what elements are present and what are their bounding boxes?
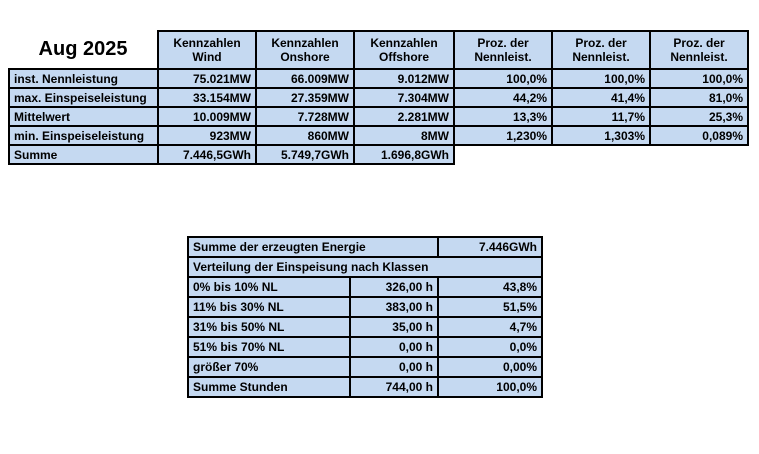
table-row-mittelwert — [9, 107, 748, 126]
cell-value: 7.728MW — [256, 107, 354, 126]
row-label: inst. Nennleistung — [9, 69, 158, 88]
cell-hours: 35,00 h — [350, 317, 438, 337]
col-header-line: Nennleist. — [572, 50, 630, 64]
cell-hours: 0,00 h — [350, 357, 438, 377]
col-header-line: Proz. der — [673, 36, 725, 50]
cell-hours: 383,00 h — [350, 297, 438, 317]
col-header-wind — [158, 31, 256, 69]
cell-value: 7.446GWh — [438, 237, 542, 257]
section-header-row — [188, 257, 542, 277]
row-label: 51% bis 70% NL — [188, 337, 350, 357]
row-label: 31% bis 50% NL — [188, 317, 350, 337]
cell-value: 100,0% — [454, 69, 552, 88]
cell-percent: 43,8% — [438, 277, 542, 297]
col-header-proz-offshore — [650, 31, 748, 69]
cell-value: 0,089% — [650, 126, 748, 145]
empty-cell — [650, 145, 748, 164]
col-header-line: Nennleist. — [474, 50, 532, 64]
cell-value: 25,3% — [650, 107, 748, 126]
month-title: Aug 2025 — [9, 31, 158, 69]
cell-value: 7.304MW — [354, 88, 454, 107]
empty-cell — [552, 145, 650, 164]
cell-hours: 0,00 h — [350, 337, 438, 357]
table-row-class-over-70 — [188, 357, 542, 377]
cell-value: 27.359MW — [256, 88, 354, 107]
cell-percent: 51,5% — [438, 297, 542, 317]
cell-value: 13,3% — [454, 107, 552, 126]
col-header-line: Onshore — [280, 50, 330, 64]
col-header-onshore — [256, 31, 354, 69]
col-header-proz-wind — [454, 31, 552, 69]
table-row-summe-stunden — [188, 377, 542, 397]
kpi-table — [8, 30, 749, 165]
cell-percent: 0,0% — [438, 337, 542, 357]
row-label: Summe — [9, 145, 158, 164]
cell-value: 1,303% — [552, 126, 650, 145]
col-header-offshore — [354, 31, 454, 69]
cell-percent: 100,0% — [438, 377, 542, 397]
table-row-class-51-70 — [188, 337, 542, 357]
row-label: max. Einspeiseleistung — [9, 88, 158, 107]
cell-value: 7.446,5GWh — [158, 145, 256, 164]
col-header-line: Nennleist. — [670, 50, 728, 64]
section-header: Verteilung der Einspeisung nach Klassen — [188, 257, 542, 277]
col-header-proz-onshore — [552, 31, 650, 69]
row-label: größer 70% — [188, 357, 350, 377]
row-label: 11% bis 30% NL — [188, 297, 350, 317]
cell-value: 10.009MW — [158, 107, 256, 126]
cell-value: 1,230% — [454, 126, 552, 145]
table-row-class-0-10 — [188, 277, 542, 297]
cell-value: 66.009MW — [256, 69, 354, 88]
cell-value: 41,4% — [552, 88, 650, 107]
col-header-line: Proz. der — [575, 36, 627, 50]
cell-value: 75.021MW — [158, 69, 256, 88]
col-header-line: Kennzahlen — [173, 36, 241, 50]
cell-value: 44,2% — [454, 88, 552, 107]
table-row-min-einspeiseleistung — [9, 126, 748, 145]
cell-value: 1.696,8GWh — [354, 145, 454, 164]
cell-percent: 0,00% — [438, 357, 542, 377]
cell-value: 860MW — [256, 126, 354, 145]
row-label: Summe Stunden — [188, 377, 350, 397]
cell-value: 5.749,7GWh — [256, 145, 354, 164]
cell-value: 33.154MW — [158, 88, 256, 107]
cell-value: 923MW — [158, 126, 256, 145]
empty-cell — [454, 145, 552, 164]
kpi-header-row — [9, 31, 748, 69]
cell-percent: 4,7% — [438, 317, 542, 337]
cell-value: 9.012MW — [354, 69, 454, 88]
table-row-summe — [9, 145, 748, 164]
cell-hours: 744,00 h — [350, 377, 438, 397]
table-row-max-einspeiseleistung — [9, 88, 748, 107]
table-row-class-31-50 — [188, 317, 542, 337]
col-header-line: Proz. der — [477, 36, 529, 50]
cell-value: 11,7% — [552, 107, 650, 126]
col-header-line: Offshore — [378, 50, 429, 64]
cell-value: 81,0% — [650, 88, 748, 107]
row-label: min. Einspeiseleistung — [9, 126, 158, 145]
col-header-line: Kennzahlen — [370, 36, 438, 50]
col-header-line: Kennzahlen — [271, 36, 339, 50]
cell-value: 100,0% — [650, 69, 748, 88]
cell-value: 8MW — [354, 126, 454, 145]
row-label: 0% bis 10% NL — [188, 277, 350, 297]
row-label: Mittelwert — [9, 107, 158, 126]
energy-sum-row — [188, 237, 542, 257]
distribution-table — [187, 236, 543, 398]
col-header-line: Wind — [192, 50, 222, 64]
cell-value: 2.281MW — [354, 107, 454, 126]
row-label: Summe der erzeugten Energie — [188, 237, 438, 257]
table-row-inst-nennleistung — [9, 69, 748, 88]
cell-hours: 326,00 h — [350, 277, 438, 297]
table-row-class-11-30 — [188, 297, 542, 317]
cell-value: 100,0% — [552, 69, 650, 88]
